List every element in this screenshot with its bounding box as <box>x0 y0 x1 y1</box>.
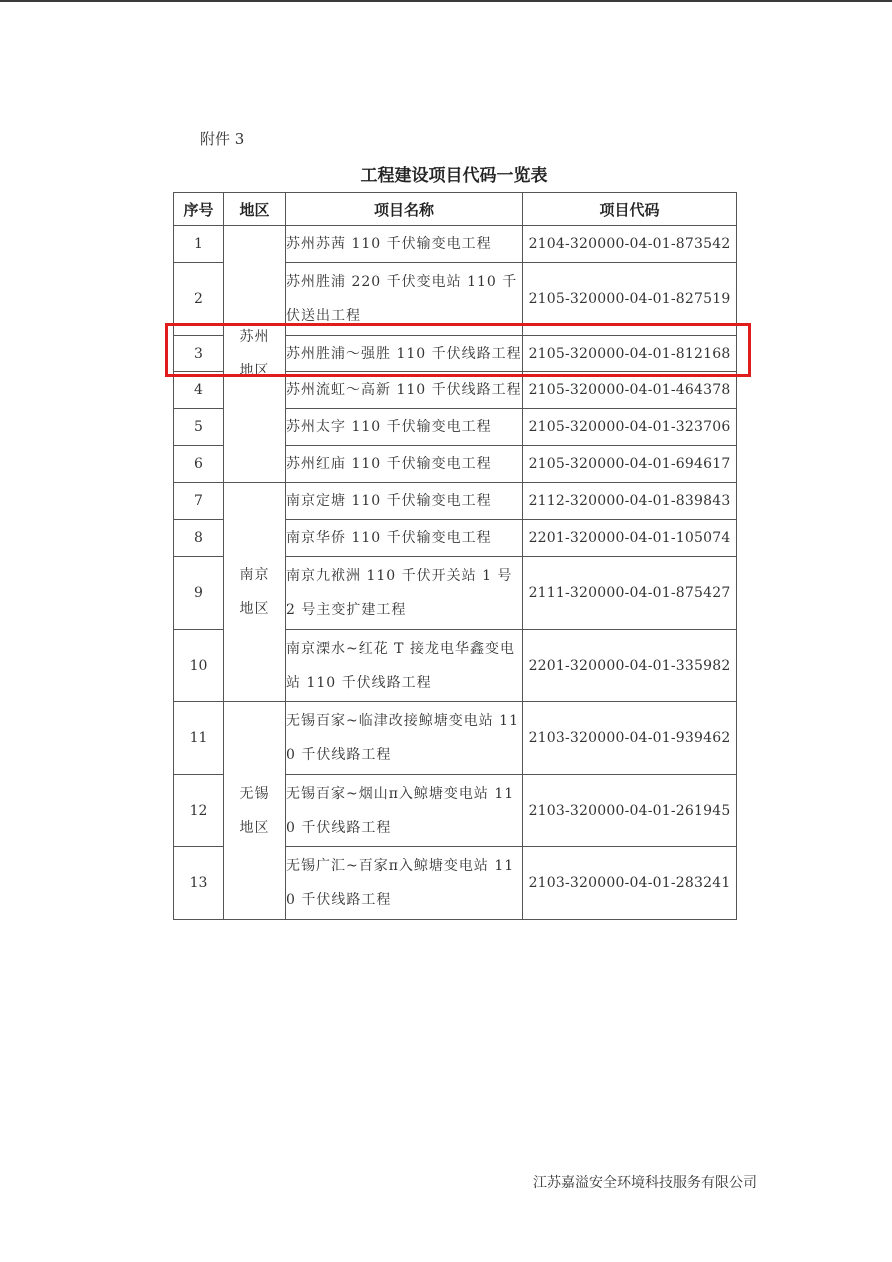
table-row <box>174 483 737 520</box>
row-project-code: 2112-320000-04-01-839843 <box>523 483 737 520</box>
row-project-code: 2201-320000-04-01-105074 <box>523 520 737 557</box>
row-project-name: 无锡百家~临津改接鲸塘变电站 110 千伏线路工程 <box>286 702 523 775</box>
row-project-code: 2105-320000-04-01-694617 <box>523 446 737 483</box>
row-project-code: 2111-320000-04-01-875427 <box>523 557 737 630</box>
row-seq: 11 <box>174 702 224 775</box>
row-project-code: 2105-320000-04-01-827519 <box>523 263 737 336</box>
row-project-name: 苏州太字 110 千伏输变电工程 <box>286 409 523 446</box>
row-project-code: 2104-320000-04-01-873542 <box>523 226 737 263</box>
region-wuxi: 无锡地区 <box>224 702 286 920</box>
row-seq: 13 <box>174 847 224 920</box>
region-nanjing: 南京地区 <box>224 483 286 702</box>
project-code-table <box>173 192 737 920</box>
row-seq: 1 <box>174 226 224 263</box>
row-seq: 10 <box>174 630 224 702</box>
row-project-name: 无锡广汇~百家π入鲸塘变电站 110 千伏线路工程 <box>286 847 523 920</box>
header-project-name: 项目名称 <box>286 193 523 226</box>
region-suzhou: 苏州地区 <box>224 226 286 483</box>
row-project-code: 2105-320000-04-01-323706 <box>523 409 737 446</box>
row-project-name: 苏州红庙 110 千伏输变电工程 <box>286 446 523 483</box>
row-project-code: 2103-320000-04-01-261945 <box>523 775 737 847</box>
attachment-label: 附件 3 <box>200 130 245 148</box>
row-seq: 12 <box>174 775 224 847</box>
row-project-name: 南京溧水~红花 T 接龙电华鑫变电站 110 千伏线路工程 <box>286 630 523 702</box>
row-seq: 2 <box>174 263 224 336</box>
header-seq: 序号 <box>174 193 224 226</box>
row-project-code: 2105-320000-04-01-812168 <box>523 336 737 372</box>
row-project-name: 苏州苏茜 110 千伏输变电工程 <box>286 226 523 263</box>
row-seq: 4 <box>174 372 224 409</box>
row-project-name: 苏州流虹～高新 110 千伏线路工程 <box>286 372 523 409</box>
top-border-line <box>0 0 892 2</box>
row-seq: 3 <box>174 336 224 372</box>
header-project-code: 项目代码 <box>523 193 737 226</box>
company-name: 江苏嘉溢安全环境科技服务有限公司 <box>533 1175 757 1191</box>
row-seq: 9 <box>174 557 224 630</box>
row-project-name: 苏州胜浦 220 千伏变电站 110 千伏送出工程 <box>286 263 523 336</box>
row-seq: 7 <box>174 483 224 520</box>
table-row <box>174 702 737 775</box>
row-project-code: 2103-320000-04-01-939462 <box>523 702 737 775</box>
row-project-name: 无锡百家~烟山π入鲸塘变电站 110 千伏线路工程 <box>286 775 523 847</box>
row-project-name: 南京定塘 110 千伏输变电工程 <box>286 483 523 520</box>
row-project-name: 南京华侨 110 千伏输变电工程 <box>286 520 523 557</box>
table-header-row <box>174 193 737 226</box>
row-project-code: 2105-320000-04-01-464378 <box>523 372 737 409</box>
row-seq: 5 <box>174 409 224 446</box>
row-seq: 6 <box>174 446 224 483</box>
row-project-name: 苏州胜浦～强胜 110 千伏线路工程 <box>286 336 523 372</box>
row-seq: 8 <box>174 520 224 557</box>
row-project-code: 2103-320000-04-01-283241 <box>523 847 737 920</box>
row-project-code: 2201-320000-04-01-335982 <box>523 630 737 702</box>
document-title: 工程建设项目代码一览表 <box>360 166 548 186</box>
table-row <box>174 226 737 263</box>
row-project-name: 南京九袱洲 110 千伏开关站 1 号 2 号主变扩建工程 <box>286 557 523 630</box>
header-region: 地区 <box>224 193 286 226</box>
